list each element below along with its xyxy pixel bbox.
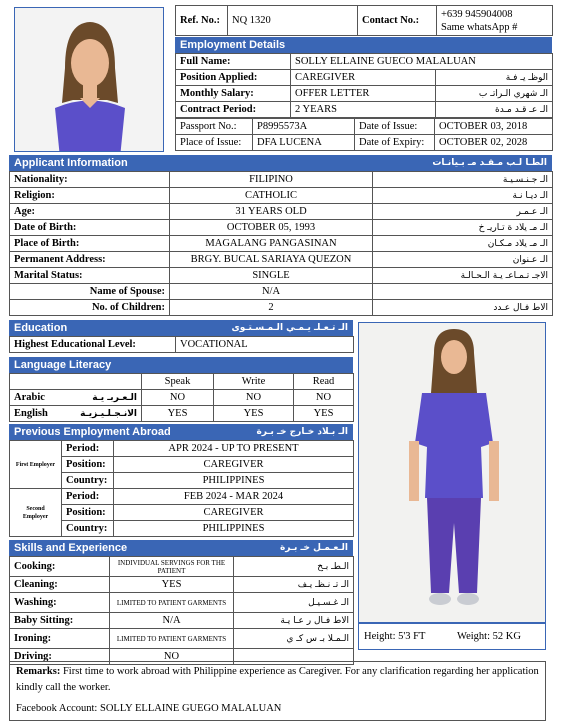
age-label: Age:: [10, 204, 170, 220]
babysitting-label: Baby Sitting:: [10, 613, 110, 629]
applicant-row: [10, 284, 553, 300]
pob-value: MAGALANG PANGASINAN: [170, 236, 373, 252]
marital-label: Marital Status:: [10, 268, 170, 284]
cooking-ar: الـطـ بـخ: [234, 557, 354, 577]
skills-title-ar: الـعـمـل خـ بـرة: [279, 543, 348, 553]
cleaning-ar: الـ تـ نـظـ يـف: [234, 577, 354, 593]
expiry-date-label: Date of Expiry:: [355, 135, 435, 151]
position-ar: الوظـ يـ فـة: [436, 70, 553, 86]
employment-row: [176, 102, 553, 118]
driving-label: Driving:: [10, 649, 110, 665]
spouse-ar: [373, 284, 553, 300]
contract-label: Contract Period:: [176, 102, 291, 118]
ironing-value: LIMITED TO PATIENT GARMENTS: [110, 629, 234, 649]
cleaning-label: Cleaning:: [10, 577, 110, 593]
applicant-title-ar: الطـا لـب مـقـد مـ بـيانـات: [432, 158, 547, 168]
first-country-label: Country:: [62, 473, 114, 489]
full-body-photo: [358, 322, 546, 623]
second-employer-label: Second Employer: [10, 489, 62, 537]
english-label: English: [14, 407, 48, 419]
age-ar: الـ عـمـر: [373, 204, 553, 220]
cleaning-value: YES: [110, 577, 234, 593]
write-header: Write: [214, 374, 294, 390]
first-period-value: APR 2024 - UP TO PRESENT: [114, 441, 354, 457]
first-employer-label: First Employer: [10, 441, 62, 489]
salary-value: OFFER LETTER: [291, 86, 436, 102]
contract-value: 2 YEARS: [291, 102, 436, 118]
passport-value: P8995573A: [253, 119, 355, 135]
language-table: [9, 373, 354, 422]
arabic-label: Arabic: [14, 391, 45, 403]
language-header: [9, 357, 353, 373]
education-value: VOCATIONAL: [176, 337, 354, 353]
speak-header: Speak: [142, 374, 214, 390]
remarks-label: Remarks:: [16, 666, 61, 677]
contact-value: [437, 6, 553, 36]
applicant-row: [10, 236, 553, 252]
religion-label: Religion:: [10, 188, 170, 204]
second-position-label: Position:: [62, 505, 114, 521]
salary-ar: الـ شهري الـراتـ ب: [436, 86, 553, 102]
cooking-value: INDIVIDUAL SERVINGS FOR THE PATIENT: [110, 557, 234, 577]
salary-label: Monthly Salary:: [176, 86, 291, 102]
pob-ar: الـ مـ يلاد مـكـان: [373, 236, 553, 252]
employment-row: [176, 54, 553, 70]
education-header: [9, 320, 353, 336]
skill-row: [10, 557, 354, 577]
previous-header: [9, 424, 353, 440]
english-speak: YES: [142, 406, 214, 422]
first-position-value: CAREGIVER: [114, 457, 354, 473]
passport-label: Passport No.:: [176, 119, 253, 135]
ref-value: NQ 1320: [228, 6, 358, 36]
education-label: Highest Educational Level:: [10, 337, 176, 353]
education-title-ar: الـ تـعـلـ يـمـي الـمـسـتـوى: [231, 323, 348, 333]
english-ar: الانـجـلـيـزيـة: [80, 408, 137, 419]
cooking-label: Cooking:: [10, 557, 110, 577]
address-value: BRGY. BUCAL SARIAYA QUEZON: [170, 252, 373, 268]
contact-note: Same whatsApp #: [441, 21, 518, 33]
english-write: YES: [214, 406, 294, 422]
applicant-row: [10, 220, 553, 236]
education-table: [9, 336, 354, 353]
arabic-speak: NO: [142, 390, 214, 406]
religion-value: CATHOLIC: [170, 188, 373, 204]
contract-ar: الـ عـ قـد مـدة: [436, 102, 553, 118]
marital-value: SINGLE: [170, 268, 373, 284]
second-period-value: FEB 2024 - MAR 2024: [114, 489, 354, 505]
pob-label: Place of Birth:: [10, 236, 170, 252]
contact-number: +639 945904008: [441, 8, 513, 20]
previous-table: [9, 440, 354, 537]
babysitting-value: N/A: [110, 613, 234, 629]
education-title: Education: [14, 322, 68, 334]
washing-label: Washing:: [10, 593, 110, 613]
full-name-label: Full Name:: [176, 54, 291, 70]
nationality-value: FILIPINO: [170, 172, 373, 188]
first-position-label: Position:: [62, 457, 114, 473]
employer-row: [10, 441, 354, 457]
skills-title: Skills and Experience: [14, 542, 128, 554]
ref-contact-table: [175, 5, 553, 36]
applicant-row: [10, 300, 553, 316]
language-title: Language Literacy: [14, 359, 112, 371]
issue-date-label: Date of Issue:: [355, 119, 435, 135]
weight-text: Weight: 52 KG: [457, 631, 521, 642]
applicant-row: [10, 252, 553, 268]
employer-row: [10, 489, 354, 505]
facebook-account: Facebook Account: SOLLY ELLAINE GUEGO MALALUAN: [16, 703, 282, 714]
age-value: 31 YEARS OLD: [170, 204, 373, 220]
employment-title: Employment Details: [180, 39, 286, 51]
applicant-row: [10, 268, 553, 284]
arabic-write: NO: [214, 390, 294, 406]
contact-label: Contact No.:: [358, 6, 437, 36]
children-label: No. of Children:: [10, 300, 170, 316]
washing-ar: الـ غـسـيـل: [234, 593, 354, 613]
employment-row: [176, 70, 553, 86]
address-label: Permanent Address:: [10, 252, 170, 268]
position-label: Position Applied:: [176, 70, 291, 86]
ref-label: Ref. No.:: [176, 6, 228, 36]
employment-table: [175, 53, 553, 118]
arabic-ar: الـعـربـ يـة: [92, 392, 137, 403]
applicant-table: [9, 171, 553, 316]
applicant-header: [9, 155, 552, 171]
read-header: Read: [294, 374, 354, 390]
place-issue-value: DFA LUCENA: [253, 135, 355, 151]
applicant-row: [10, 204, 553, 220]
nationality-ar: الـ جـنـسـيـة: [373, 172, 553, 188]
spouse-label: Name of Spouse:: [10, 284, 170, 300]
employment-header: [175, 37, 552, 53]
second-country-value: PHILIPPINES: [114, 521, 354, 537]
place-issue-label: Place of Issue:: [176, 135, 253, 151]
employer-row: [10, 473, 354, 489]
arabic-read: NO: [294, 390, 354, 406]
applicant-title: Applicant Information: [14, 157, 128, 169]
position-value: CAREGIVER: [291, 70, 436, 86]
ironing-ar: الـمـلا بـ س كـ ي: [234, 629, 354, 649]
dob-ar: الـ مـ يلاد ة تـاريـ خ: [373, 220, 553, 236]
second-period-label: Period:: [62, 489, 114, 505]
dob-value: OCTOBER 05, 1993: [170, 220, 373, 236]
remarks: [16, 664, 541, 696]
height-text: Height: 5'3 FT: [364, 631, 426, 642]
expiry-date-value: OCTOBER 02, 2028: [435, 135, 553, 151]
portrait-photo: [14, 7, 164, 152]
previous-title: Previous Employment Abroad: [14, 426, 171, 438]
marital-ar: الاجـ تـمـاعـ يـة الـحـالـة: [373, 268, 553, 284]
english-read: YES: [294, 406, 354, 422]
employer-row: [10, 505, 354, 521]
language-blank: [10, 374, 142, 390]
babysitting-ar: الاط فـال ر عـا يـة: [234, 613, 354, 629]
second-country-label: Country:: [62, 521, 114, 537]
full-name-value: SOLLY ELLAINE GUECO MALALUAN: [291, 54, 553, 70]
ironing-label: Ironing:: [10, 629, 110, 649]
first-period-label: Period:: [62, 441, 114, 457]
skill-row: [10, 577, 354, 593]
second-position-value: CAREGIVER: [114, 505, 354, 521]
skill-row: [10, 629, 354, 649]
children-ar: الاط فـال عـدد: [373, 300, 553, 316]
skills-header: [9, 540, 353, 556]
employment-row: [176, 86, 553, 102]
applicant-row: [10, 172, 553, 188]
driving-value: NO: [110, 649, 234, 665]
previous-title-ar: الـ بـلاد خـارج خـ بـرة: [256, 427, 348, 437]
address-ar: الـ عـنوان: [373, 252, 553, 268]
skills-table: [9, 556, 354, 665]
issue-date-value: OCTOBER 03, 2018: [435, 119, 553, 135]
language-row: [10, 406, 354, 422]
passport-table: [175, 118, 553, 151]
religion-ar: الـ ديـا نـة: [373, 188, 553, 204]
skill-row: [10, 593, 354, 613]
language-row: [10, 390, 354, 406]
remarks-text: First time to work abroad with Philippine experience as Caregiver. For any clarification regarding her application kindly call the worker.: [16, 666, 539, 693]
first-country-value: PHILIPPINES: [114, 473, 354, 489]
dob-label: Date of Birth:: [10, 220, 170, 236]
spouse-value: N/A: [170, 284, 373, 300]
nationality-label: Nationality:: [10, 172, 170, 188]
arabic-cell: [10, 390, 142, 406]
skill-row: [10, 613, 354, 629]
employer-row: [10, 457, 354, 473]
english-cell: [10, 406, 142, 422]
children-value: 2: [170, 300, 373, 316]
applicant-row: [10, 188, 553, 204]
employer-row: [10, 521, 354, 537]
washing-value: LIMITED TO PATIENT GARMENTS: [110, 593, 234, 613]
